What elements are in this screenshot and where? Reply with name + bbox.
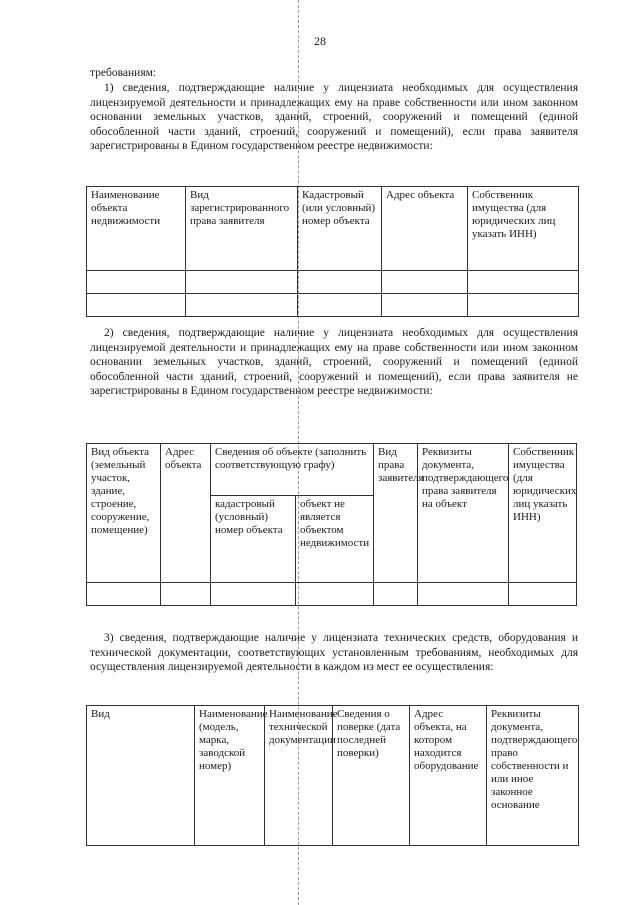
t2-header-document: Реквизиты документа, подтверждающего права заявителя на объект [418,444,509,583]
t1-header-owner: Собственник имущества (для юридических лиц указать ИНН) [468,187,579,271]
t1-header-object-name: Наименование объекта недвижимости [87,187,186,271]
t2-header-object-info: Сведения об объекте (заполнить соответствующую графу) [211,444,374,496]
table-row [87,271,579,294]
page-number: 28 [314,34,326,48]
table-row [87,294,579,317]
t2-subheader-not-real-estate: объект не является объектом недвижимости [296,496,374,583]
t3-header-address: Адрес объекта, на котором находится оборудование [410,706,487,846]
t3-header-document: Реквизиты документа, подтверждающего право собственности и или иное законное основание [487,706,579,846]
item3-paragraph [90,631,578,675]
t3-header-type: Вид [87,706,195,846]
t2-header-right-type: Вид права заявителя [374,444,418,583]
t1-header-address: Адрес объекта [382,187,468,271]
intro-line: требованиям: [90,67,157,79]
item1-text: 1) сведения, подтверждающие наличие у лицензиата необходимых для осуществления лицензируемой деятельности и принадлежащих ему на праве собственности или ином законном основании земельных участков, зданий, строений, сооружений и помещений (единой обособленной части зданий, строений, сооружений и помещений), если права заявителя зарегистрированы в Едином государственном реестре недвижимости: [90,82,578,152]
t2-header-owner: Собственник имущества (для юридических лиц указать ИНН) [509,444,577,583]
table-2 [86,443,577,606]
table-1 [86,186,579,317]
item2-paragraph [90,326,578,399]
t2-subheader-cadastral: кадастровый (условный) номер объекта [211,496,296,583]
item3-text: 3) сведения, подтверждающие наличие у лицензиата технических средств, оборудования и технической документации, соответствующих установленным требованиям, необходимых для осуществления лицензируемой деятельности в каждом из мест ее осуществления: [90,632,578,673]
t2-header-object-type: Вид объекта (земельный участок, здание, строение, сооружение, помещение) [87,444,161,583]
t3-header-name: Наименование (модель, марка, заводской номер) [195,706,265,846]
t3-header-tech-docs: Наименование технической документации [265,706,333,846]
t2-header-address: Адрес объекта [161,444,211,583]
table-row [87,583,577,606]
t1-header-cadastral: Кадастровый (или условный) номер объекта [298,187,382,271]
t3-header-verification: Сведения о поверке (дата последней поверки) [333,706,410,846]
t1-header-right-type: Вид зарегистрированного права заявителя [186,187,298,271]
item1-paragraph [90,81,578,154]
table-3 [86,705,579,846]
item2-text: 2) сведения, подтверждающие наличие у лицензиата необходимых для осуществления лицензируемой деятельности и принадлежащих ему на праве собственности или ином законном основании земельных участков, зданий, строений, сооружений и помещений (единой обособленной части зданий, строений, сооружений и помещений), если права заявителя не зарегистрированы в Едином государственном реестре недвижимости: [90,327,578,397]
